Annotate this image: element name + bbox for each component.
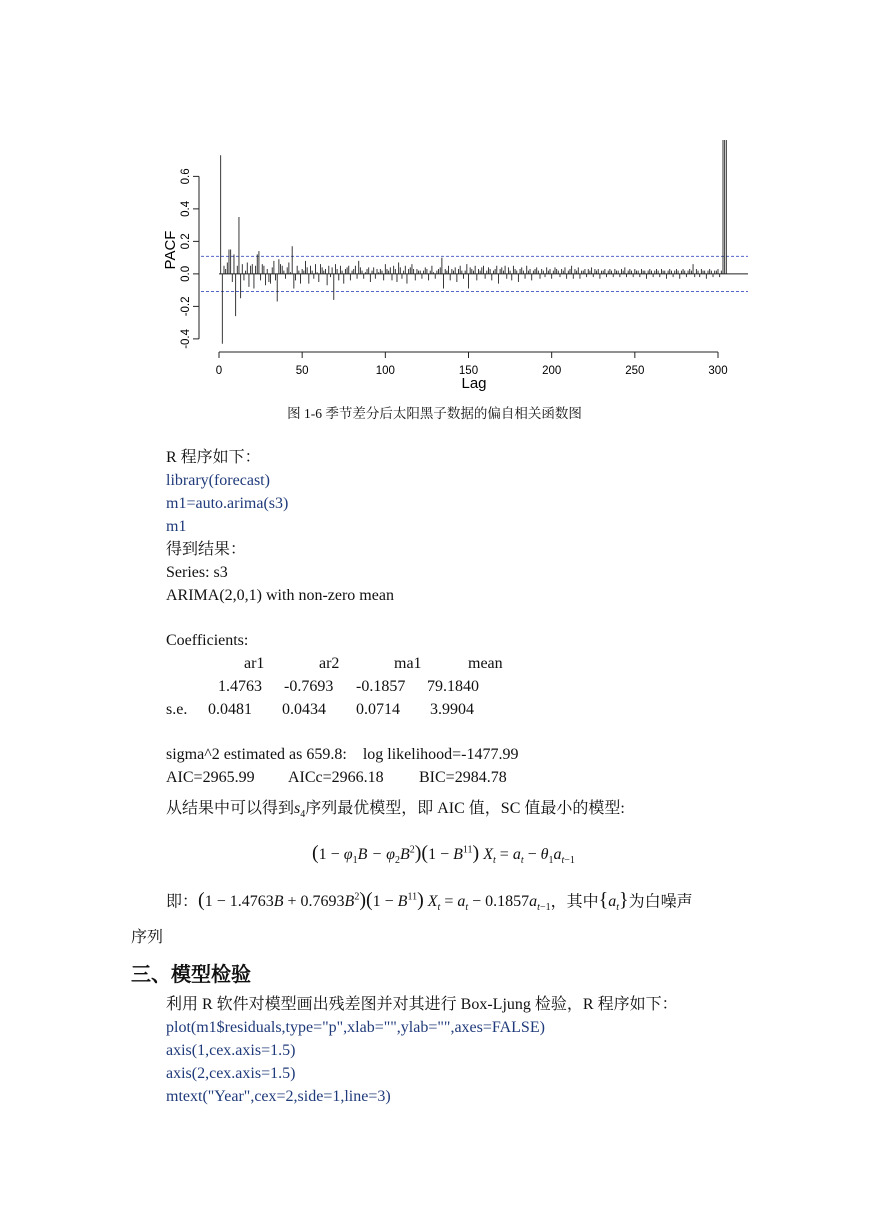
x-tick-label: 0 (215, 365, 223, 377)
pacf-chart (150, 140, 770, 395)
output-series: Series: s3 (166, 564, 228, 581)
se-value-ma1: 0.0714 (356, 701, 400, 718)
section-heading: 三、模型检验 (131, 962, 251, 986)
r-program-intro: R 程序如下： (166, 449, 261, 466)
se-value-mean: 3.9904 (430, 701, 474, 718)
coef-header-mean: mean (468, 655, 503, 672)
code-line: axis(2,cex.axis=1.5) (166, 1065, 296, 1082)
code-line: axis(1,cex.axis=1.5) (166, 1042, 296, 1059)
estimated-model-line (166, 888, 693, 919)
conclusion-sentence (166, 799, 625, 825)
coef-value-ma1: -0.1857 (356, 678, 406, 695)
estimated-equation: $(1 - 1.4763B + 0.7693B^2)(1 - B^{11})$ $X_t = a_t - 0.1857a_{t-1}$ (198, 889, 551, 914)
code-line: mtext("Year",cex=2,side=1,line=3) (166, 1088, 391, 1105)
x-tick-label: 100 (375, 365, 395, 377)
aic-value: AIC=2965.99 (166, 769, 255, 786)
coefficients-title: Coefficients: (166, 632, 249, 649)
y-tick-label: -0.4 (180, 328, 192, 349)
coef-value-ar1: 1.4763 (218, 678, 262, 695)
se-value-ar1: 0.0481 (208, 701, 252, 718)
figure-caption: 图 1-6 季节差分后太阳黑子数据的偏自相关函数图 (287, 406, 582, 421)
coef-value-ar2: -0.7693 (284, 678, 334, 695)
plot-area (180, 140, 748, 377)
y-tick-label: -0.2 (180, 296, 192, 317)
y-tick-label: 0.0 (180, 265, 192, 282)
result-intro: 得到结果： (166, 541, 247, 558)
y-tick-label: 0.2 (180, 233, 192, 250)
model-equation: $(1 - \varphi_1B - \varphi_2B^2)(1 - B^{11})$ $X_t = a_t - \theta_1a_{t-1}$ (312, 842, 575, 867)
x-tick-label: 200 (542, 365, 562, 377)
ji-tail: 为白噪声 (628, 893, 693, 911)
code-line: m1=auto.arima(s3) (166, 495, 289, 512)
se-value-ar2: 0.0434 (282, 701, 326, 718)
coef-header-ar2: ar2 (319, 655, 340, 672)
code-line: plot(m1$residuals,type="p",xlab="",ylab="",axes=FALSE) (166, 1019, 545, 1036)
check-intro: 利用 R 软件对模型画出残差图并对其进行 Box-Ljung 检验，R 程序如下： (166, 996, 678, 1013)
coef-header-ma1: ma1 (394, 655, 422, 672)
x-tick-label: 300 (708, 365, 728, 377)
y-tick-label: 0.4 (180, 200, 192, 217)
x-tick-label: 150 (458, 365, 479, 377)
ji-prefix: 即： (166, 893, 199, 911)
x-tick-label: 50 (295, 365, 309, 377)
x-tick-label: 250 (625, 365, 645, 377)
conclusion-part-a: 从结果中可以得到 (166, 800, 295, 817)
code-line: library(forecast) (166, 472, 270, 489)
aicc-value: AICc=2966.18 (288, 769, 384, 786)
y-axis-title: PACF (162, 230, 179, 270)
bic-value: BIC=2984.78 (419, 769, 507, 786)
conclusion-part-b: 序列最优模型，即 AIC 值，SC 值最小的模型: (305, 800, 625, 817)
y-tick-label: 0.6 (180, 168, 192, 185)
se-label: s.e. (166, 701, 188, 718)
coef-header-ar1: ar1 (244, 655, 265, 672)
output-model: ARIMA(2,0,1) with non-zero mean (166, 587, 394, 604)
code-line: m1 (166, 518, 187, 535)
white-noise-symbol: $\{a_t\}$ (598, 889, 629, 914)
x-axis-title: Lag (461, 375, 487, 392)
sigma-line: sigma^2 estimated as 659.8: log likelihood=-1477.99 (166, 746, 519, 763)
coef-value-mean: 79.1840 (427, 678, 479, 695)
series-symbol: $s_4$ (294, 800, 306, 821)
ji-wrap: 序列 (131, 929, 164, 946)
ji-suffix: ，其中 (550, 893, 599, 911)
